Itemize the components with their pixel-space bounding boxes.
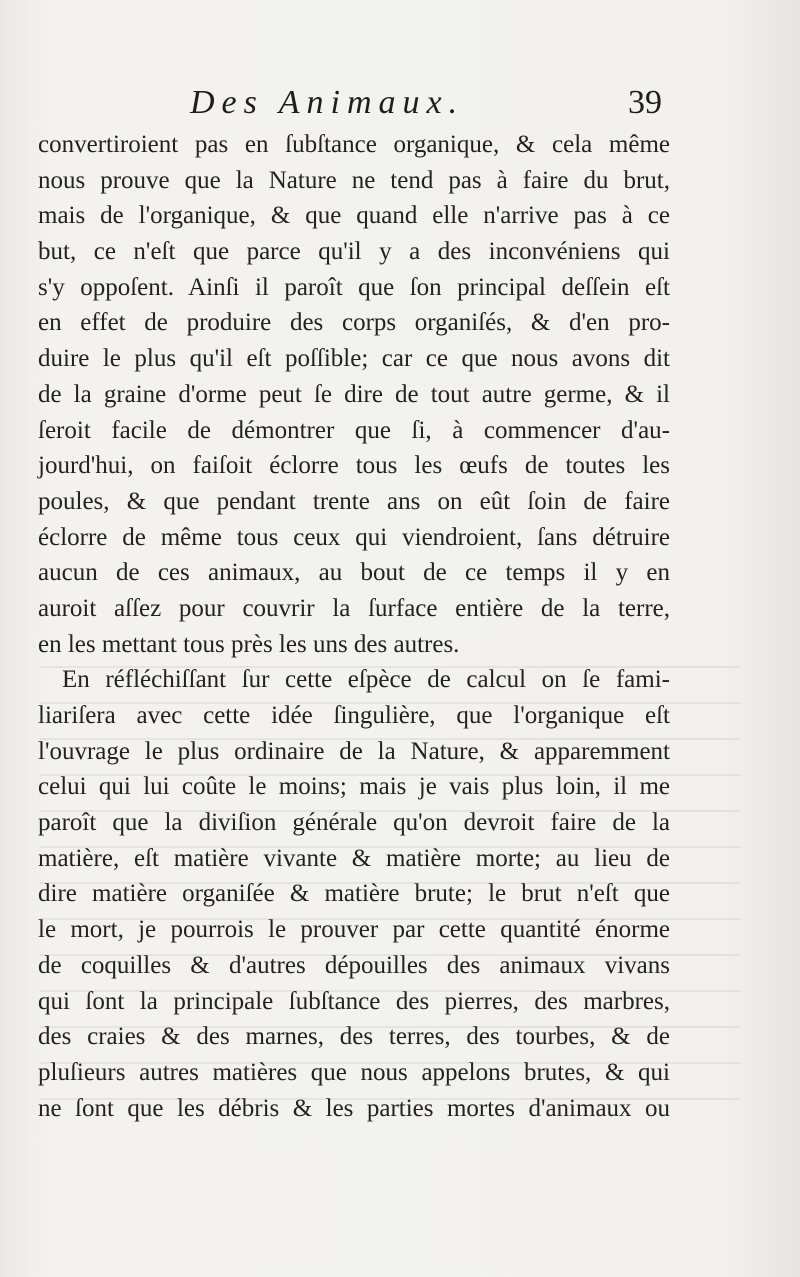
page-number: 39 xyxy=(628,84,662,121)
text-line: ne ſont que les débris & les parties mortes d'animaux ou xyxy=(38,1094,670,1122)
text-line: aucun de ces animaux, au bout de ce temps il y en xyxy=(38,559,670,587)
text-line: pluſieurs autres matières que nous appelons brutes, & qui xyxy=(38,1058,670,1086)
running-title: Des Animaux. xyxy=(190,84,465,121)
text-line: de la graine d'orme peut ſe dire de tout autre germe, & il xyxy=(38,380,670,408)
text-line: nous prouve que la Nature ne tend pas à faire du brut, xyxy=(38,166,670,194)
text-line: jourd'hui, on faiſoit éclorre tous les œufs de toutes les xyxy=(38,452,670,480)
text-line: auroit aſſez pour couvrir la ſurface entière de la terre, xyxy=(38,594,670,622)
text-line: s'y oppoſent. Ainſi il paroît que ſon principal deſſein eſt xyxy=(38,273,670,301)
text-line: poules, & que pendant trente ans on eût ſoin de faire xyxy=(38,487,670,515)
text-line: paroît que la diviſion générale qu'on devroit faire de la xyxy=(38,809,670,837)
body-text xyxy=(38,127,670,1126)
text-line-paragraph-start: En réfléchiſſant ſur cette eſpèce de calcul on ſe fami- xyxy=(62,666,670,694)
text-line: le mort, je pourrois le prouver par cette quantité énorme xyxy=(38,916,670,944)
text-line: dire matière organiſée & matière brute; le brut n'eſt que xyxy=(38,880,670,908)
text-line: but, ce n'eſt que parce qu'il y a des inconvéniens qui xyxy=(38,238,670,266)
text-line: matière, eſt matière vivante & matière morte; au lieu de xyxy=(38,844,670,872)
text-line: des craies & des marnes, des terres, des tourbes, & de xyxy=(38,1023,670,1051)
text-line: celui qui lui coûte le moins; mais je vais plus loin, il me xyxy=(38,773,670,801)
text-line: ſeroit facile de démontrer que ſi, à commencer d'au- xyxy=(38,416,670,444)
text-line: liariſera avec cette idée ſingulière, que l'organique eſt xyxy=(38,702,670,729)
text-line: qui ſont la principale ſubſtance des pierres, des marbres, xyxy=(38,987,670,1015)
text-line: l'ouvrage le plus ordinaire de la Nature, & apparemment xyxy=(38,737,670,765)
text-line: éclorre de même tous ceux qui viendroient, ſans détruire xyxy=(38,523,670,551)
text-line: mais de l'organique, & que quand elle n'arrive pas à ce xyxy=(38,202,670,230)
text-line: en effet de produire des corps organiſés, & d'en pro- xyxy=(38,309,670,337)
text-line: convertiroient pas en ſubſtance organique, & cela même xyxy=(38,131,670,158)
text-line: de coquilles & d'autres dépouilles des animaux vivans xyxy=(38,951,670,979)
text-line: duire le plus qu'il eſt poſſible; car ce que nous avons dit xyxy=(38,345,670,373)
text-line-paragraph-end: en les mettant tous près les uns des autres. xyxy=(38,630,460,658)
